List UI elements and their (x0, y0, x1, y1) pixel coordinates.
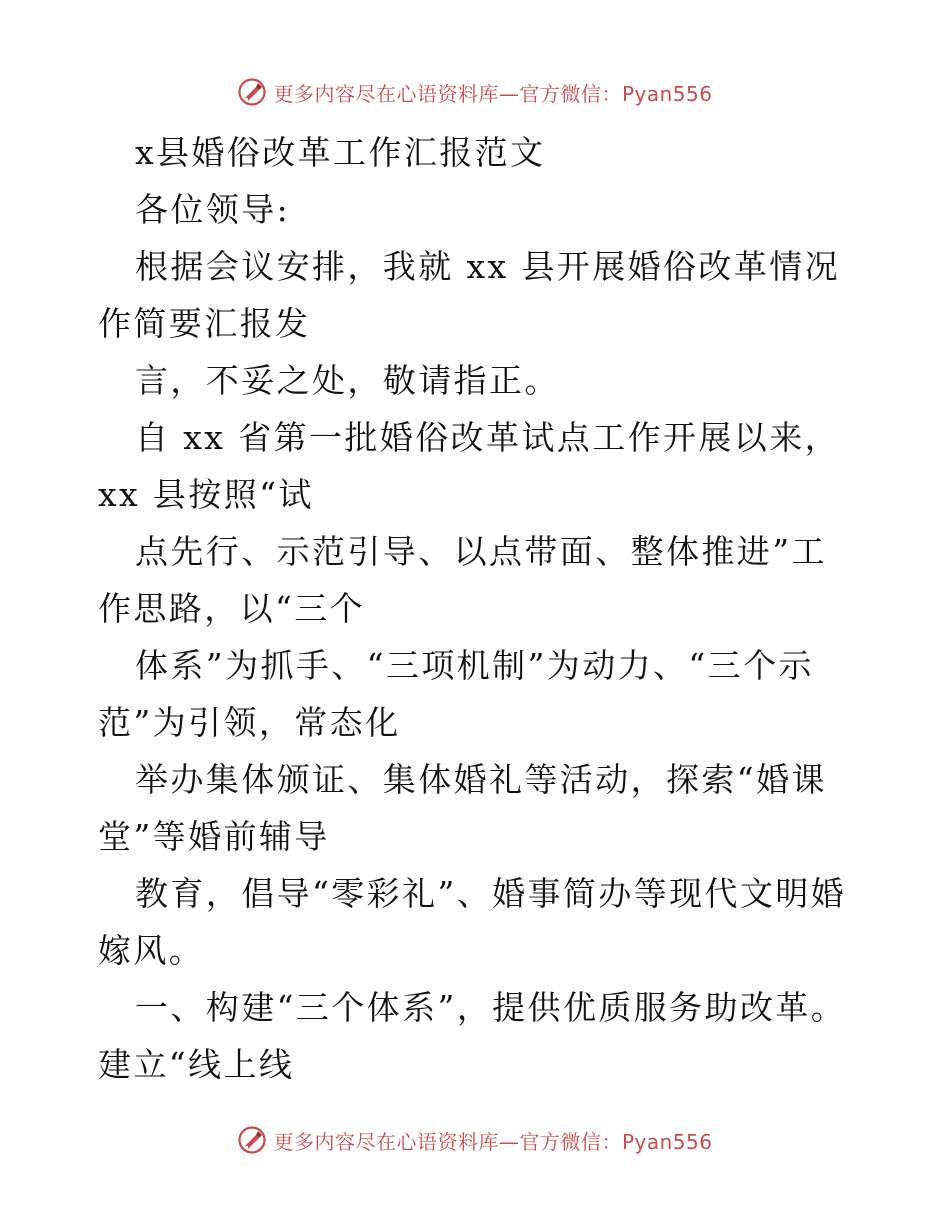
paragraph-line: 教育，倡导“零彩礼”、婚事简办等现代文明婚嫁风。 (98, 874, 847, 970)
watermark-text: 更多内容尽在心语资料库—官方微信：Pyan556 (273, 81, 713, 106)
paragraph-line: 一、构建“三个体系”，提供优质服务助改革。建立“线上线 (98, 988, 847, 1084)
document-title: x县婚俗改革工作汇报范文 (135, 133, 546, 172)
paragraph-line: 点先行、示范引导、以点带面、整体推进”工作思路，以“三个 (98, 532, 827, 628)
salutation: 各位领导: (135, 190, 291, 229)
pen-seal-logo-icon (237, 77, 267, 107)
watermark-footer (0, 1120, 950, 1160)
document-body (98, 124, 850, 1093)
paragraph-line: 言，不妥之处，敬请指正。 (135, 361, 560, 400)
paragraph-line: 举办集体颁证、集体婚礼等活动，探索“婚课堂”等婚前辅导 (98, 760, 827, 856)
watermark-text: 更多内容尽在心语资料库—官方微信：Pyan556 (273, 1129, 713, 1154)
paragraph-line: 根据会议安排，我就 xx 县开展婚俗改革情况作简要汇报发 (98, 247, 841, 343)
paragraph-line: 体系”为抓手、“三项机制”为动力、“三个示范”为引领，常态化 (98, 646, 814, 742)
pen-seal-logo-icon (237, 1125, 267, 1155)
watermark-header (0, 72, 950, 112)
paragraph-line: 自 xx 省第一批婚俗改革试点工作开展以来，xx 县按照“试 (98, 418, 841, 514)
